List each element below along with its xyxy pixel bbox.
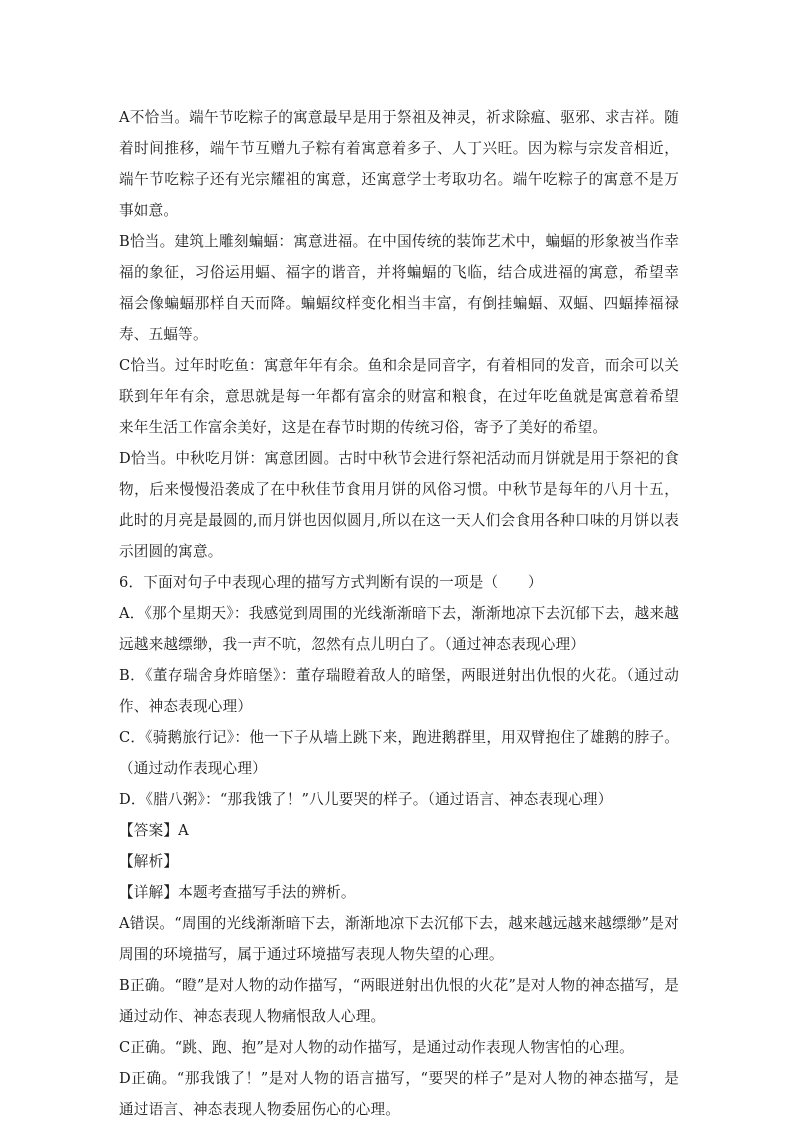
analysis-option-b-paragraph: B恰当。建筑上雕刻蝙蝠：寓意进福。在中国传统的装饰艺术中，蝙蝠的形象被当作幸福的象征，习俗运用蝠、福字的谐音，并将蝙蝠的飞临，结合成进福的寓意，希望幸福会像蝙蝠那样自天而降。蝙蝠纹样变化相当丰富，有倒挂蝙蝠、双蝠、四蝠捧福禄寿、五蝠等。 bbox=[119, 233, 679, 343]
detail-option-d: D正确。“那我饿了！”是对人物的语言描写，“要哭的样子”是对人物的神态描写，是通过语言、神态表现人物委屈伤心的心理。 bbox=[119, 1070, 679, 1118]
analysis-option-d-paragraph: D恰当。中秋吃月饼：寓意团圆。古时中秋节会进行祭祀活动而月饼就是用于祭祀的食物，后来慢慢沿袭成了在中秋佳节食用月饼的风俗习惯。中秋节是每年的八月十五，此时的月亮是最圆的,而月饼也因似圆月,所以在这一天人们会食用各种口味的月饼以表示团圆的寓意。 bbox=[119, 450, 679, 560]
question-6-option-c: C．《骑鹅旅行记》：他一下子从墙上跳下来，跑进鹅群里，用双臂抱住了雄鹅的脖子。（通过动作表现心理） bbox=[119, 729, 679, 777]
question-6-option-d: D．《腊八粥》：“那我饿了！”八儿要哭的样子。（通过语言、神态表现心理） bbox=[119, 791, 613, 808]
analysis-option-a-paragraph: A不恰当。端午节吃粽子的寓意最早是用于祭祖及神灵，祈求除瘟、驱邪、求吉祥。随着时间推移，端午节互赠九子粽有着寓意着多子、人丁兴旺。因为粽与宗发音相近，端午节吃粽子还有光宗耀祖的寓意，还寓意学士考取功名。端午吃粽子的寓意不是万事如意。 bbox=[119, 109, 679, 219]
answer-line: 【答案】A bbox=[119, 822, 189, 839]
question-6-option-a: A．《那个星期天》：我感觉到周围的光线渐渐暗下去，渐渐地凉下去沉郁下去，越来越远越来越缥缈，我一声不吭，忽然有点儿明白了。（通过神态表现心理） bbox=[119, 605, 679, 653]
analysis-heading: 【解析】 bbox=[119, 853, 179, 870]
detail-option-a: A错误。“周围的光线渐渐暗下去，渐渐地凉下去沉郁下去，越来越远越来越缥缈”是对周围的环境描写，属于通过环境描写表现人物失望的心理。 bbox=[119, 915, 679, 963]
question-6-stem: 6．下面对句子中表现心理的描写方式判断有误的一项是（ ） bbox=[119, 574, 543, 591]
detail-intro: 【详解】本题考查描写手法的辨析。 bbox=[119, 884, 356, 901]
analysis-option-c-paragraph: C恰当。过年时吃鱼：寓意年年有余。鱼和余是同音字，有着相同的发音，而余可以关联到年年有余，意思就是每一年都有富余的财富和粮食，在过年吃鱼就是寓意着希望来年生活工作富余美好，这是在春节时期的传统习俗，寄予了美好的希望。 bbox=[119, 357, 679, 436]
detail-option-b: B正确。“瞪”是对人物的动作描写，“两眼迸射出仇恨的火花”是对人物的神态描写，是通过动作、神态表现人物痛恨敌人心理。 bbox=[119, 977, 679, 1025]
document-page bbox=[119, 102, 679, 1125]
detail-option-c: C正确。“跳、跑、抱”是对人物的动作描写，是通过动作表现人物害怕的心理。 bbox=[119, 1039, 634, 1056]
question-6-option-b: B．《董存瑞舍身炸暗堡》：董存瑞瞪着敌人的暗堡，两眼迸射出仇恨的火花。（通过动作、神态表现心理） bbox=[119, 667, 679, 715]
